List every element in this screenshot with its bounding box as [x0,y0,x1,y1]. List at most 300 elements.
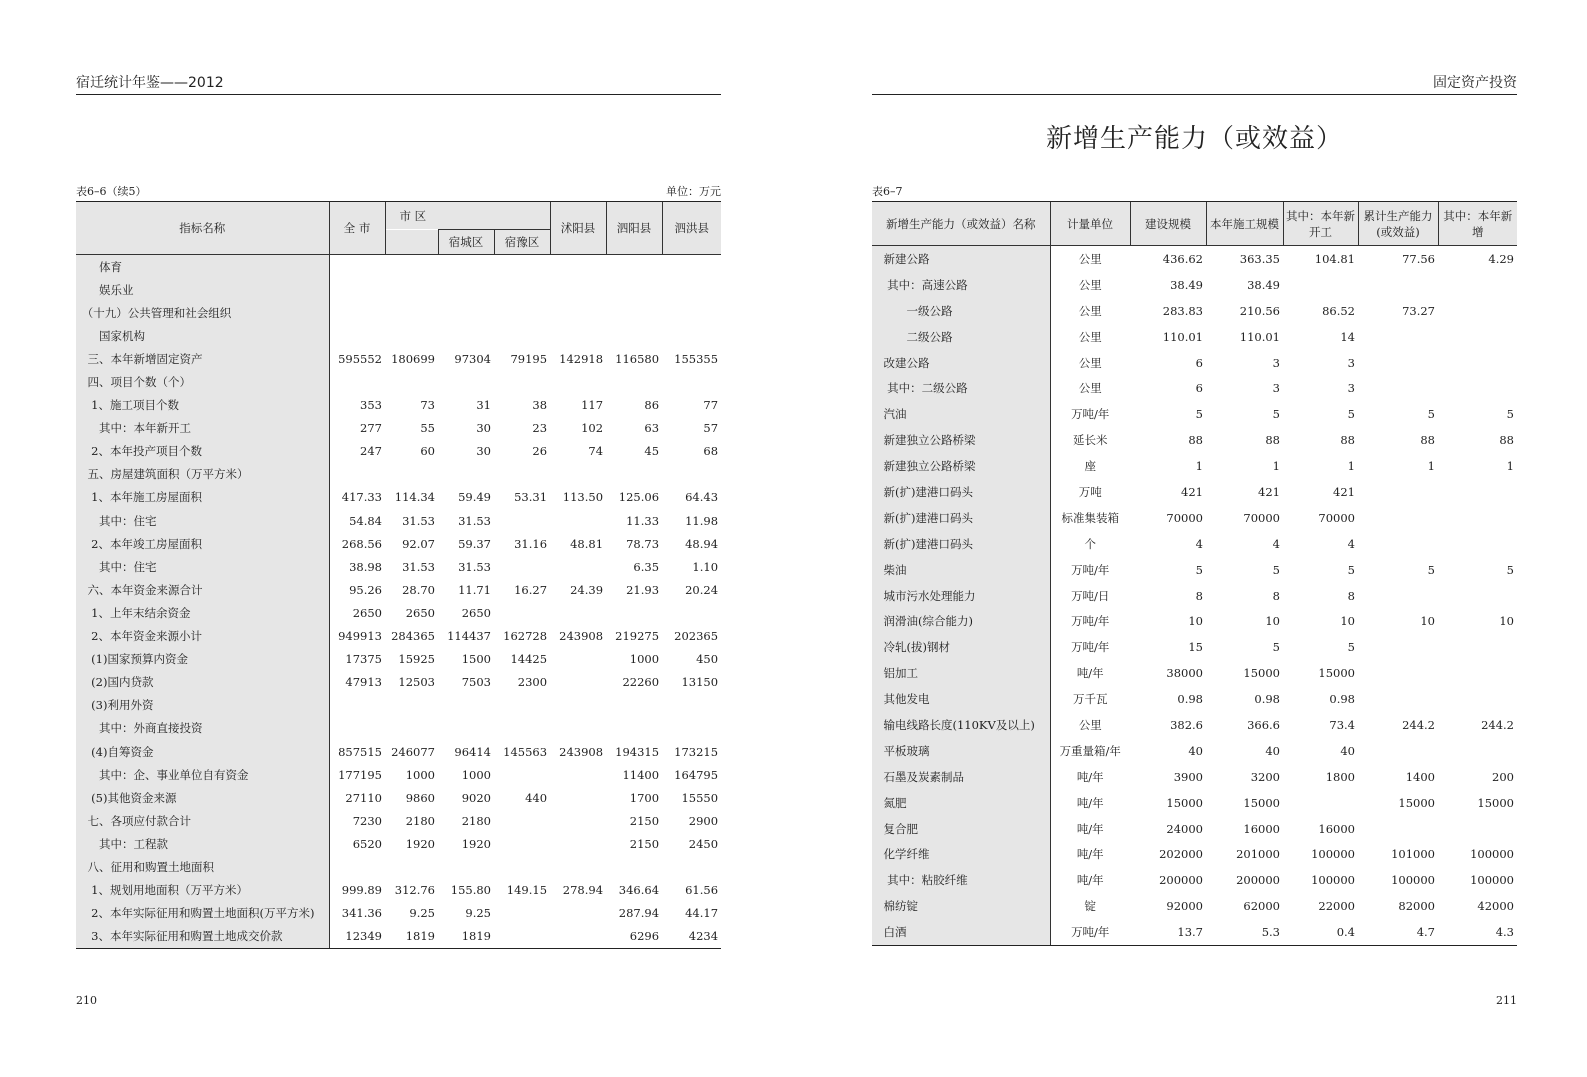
table-cell: 4.7 [1358,919,1438,945]
table-cell [550,671,606,694]
table-cell: 70000 [1318,510,1355,525]
row-label: 改建公路 [872,350,1050,376]
row-label: 其中：外商直接投资 [76,717,329,740]
column-header: 其中：本年新开工 [1283,202,1358,246]
unit-cell: 万千瓦 [1073,692,1108,707]
table-cell [385,694,438,717]
table-cell: 155.80 [450,883,491,898]
table-cell [1358,505,1438,531]
table-cell: 59.49 [458,490,491,505]
table-row [76,625,721,648]
table-cell: 10 [1340,614,1355,629]
table-cell: 30 [476,421,491,436]
table-cell: 15000 [1166,795,1203,810]
table-cell: 3 [1347,355,1355,370]
row-label: 八、征用和购置土地面积 [76,855,329,878]
table-cell [494,925,550,949]
table-cell [550,324,606,347]
table-cell: 86 [644,398,660,413]
table-row [76,717,721,740]
table-cell: 15925 [398,652,435,667]
table-cell: 1 [1272,459,1280,474]
table-cell [494,301,550,324]
table-cell: 200 [1492,769,1514,784]
table-cell [329,278,385,301]
table-cell: 5 [1506,407,1514,422]
row-label: (5)其他资金来源 [76,786,329,809]
table-cell [606,255,662,279]
table-cell: 382.6 [1170,717,1203,732]
table-cell: 5 [1427,407,1435,422]
table-cell: 68 [703,444,719,459]
table-cell: 1700 [629,790,660,805]
page-number: 210 [76,994,97,1007]
table-cell [1438,816,1517,842]
table-cell [606,717,662,740]
row-label: 石墨及炭素制品 [872,764,1050,790]
table-cell [438,463,494,486]
table-row [872,841,1517,867]
row-label: 1、施工项目个数 [76,394,329,417]
table-row [76,671,721,694]
table-cell [329,301,385,324]
table-cell: 162728 [503,629,548,644]
row-label: 1、本年施工房屋面积 [76,486,329,509]
table-row [872,764,1517,790]
column-header: 新增生产能力（或效益）名称 [872,202,1050,246]
table-cell: 31.53 [458,513,491,528]
table-cell [1438,298,1517,324]
table-cell: 3900 [1173,769,1203,784]
table-cell: 82000 [1398,899,1435,914]
table-cell: 1800 [1325,769,1355,784]
table-cell [385,324,438,347]
unit-cell: 吨/年 [1076,873,1104,888]
table-row [76,740,721,763]
table-cell: 31.53 [402,513,435,528]
row-label: (1)国家预算内资金 [76,648,329,671]
table-cell: 40 [1188,743,1203,758]
table-cell [550,255,606,279]
table-cell: 13150 [681,675,719,690]
page-title: 新增生产能力（或效益） [1045,124,1343,154]
table-cell: 5 [1272,407,1280,422]
table-row [76,509,721,532]
table-cell [385,255,438,279]
table-row [872,634,1517,660]
table-cell [662,694,721,717]
table-cell: 353 [360,398,382,413]
row-label: 其中：二级公路 [872,375,1050,401]
unit-cell: 锭 [1084,899,1096,914]
table-cell [550,601,606,624]
table-cell: 1000 [629,652,660,667]
table-cell: 5 [1272,562,1280,577]
table-row [76,301,721,324]
table-cell: 11.33 [626,513,660,528]
table-cell: 1.10 [692,559,719,574]
table-row [872,505,1517,531]
table-cell [329,717,385,740]
table-cell: 70000 [1166,510,1203,525]
unit-cell: 延长米 [1073,433,1108,448]
table-cell [329,855,385,878]
running-head [76,74,721,95]
table-cell: 194315 [615,744,660,759]
investment-table [76,201,721,949]
table-cell: 96414 [454,744,491,759]
table-cell [329,370,385,393]
table-cell: 95.26 [349,582,382,597]
table-cell: 88 [1499,433,1514,448]
table-cell: 9.25 [409,906,435,921]
table-cell [494,555,550,578]
table-cell: 421 [1333,484,1355,499]
row-label: (4)自筹资金 [76,740,329,763]
right-page [872,0,1517,1077]
row-label: 复合肥 [872,816,1050,842]
row-label: 白酒 [872,919,1050,945]
row-label: 其中：本年新开工 [76,417,329,440]
table-cell: 15 [1188,640,1203,655]
table-cell: 110.01 [1239,329,1280,344]
table-cell: 92.07 [402,536,435,551]
table-cell [329,255,385,279]
table-row [76,532,721,555]
table-cell [662,717,721,740]
table-cell [662,370,721,393]
table-cell: 4.29 [1488,251,1514,266]
table-cell: 26 [532,444,548,459]
table-cell: 421 [1181,484,1203,499]
table-row [76,832,721,855]
table-cell [494,255,550,279]
table-cell [438,694,494,717]
table-cell: 16000 [1243,821,1280,836]
table-cell [550,694,606,717]
table-cell: 6296 [606,925,662,949]
table-caption [76,183,721,199]
table-cell: 116580 [615,351,660,366]
table-cell: 15000 [1243,795,1280,810]
table-cell: 23 [532,421,548,436]
table-cell [606,855,662,878]
table-cell [1438,505,1517,531]
table-cell: 79195 [510,351,548,366]
table-cell: 180699 [391,351,435,366]
table-cell: 283.83 [1162,303,1203,318]
table-cell: 6 [1195,381,1203,396]
table-cell: 4234 [662,925,721,949]
table-cell: 1819 [385,925,438,949]
table-cell: 201000 [1236,847,1280,862]
table-cell: 4.3 [1438,919,1517,945]
table-cell [1438,686,1517,712]
table-cell: 100000 [1470,847,1514,862]
unit-cell: 万吨/年 [1050,919,1130,945]
row-label: 润滑油(综合能力) [872,608,1050,634]
table-cell: 45 [644,444,660,459]
table-cell [385,370,438,393]
table-cell [550,278,606,301]
table-cell: 9860 [405,790,435,805]
unit-cell: 公里 [1078,717,1102,732]
table-cell: 64.43 [685,490,719,505]
table-cell: 100000 [1311,847,1355,862]
table-cell: 48.81 [570,536,604,551]
row-label: 体育 [76,255,329,279]
table-cell: 21.93 [626,582,660,597]
table-cell [1358,375,1438,401]
table-cell: 177195 [338,767,382,782]
row-label: 新建独立公路桥梁 [872,453,1050,479]
row-label: 平板玻璃 [872,738,1050,764]
table-cell: 17375 [345,652,382,667]
table-row [76,394,721,417]
table-cell: 31 [476,398,491,413]
table-cell [1438,375,1517,401]
table-cell: 55 [420,421,435,436]
table-cell: 5 [1347,407,1355,422]
table-cell [1438,634,1517,660]
table-cell: 15000 [1243,666,1280,681]
table-row [76,417,721,440]
header-siyang: 泗阳县 [606,202,662,255]
table-cell [438,717,494,740]
table-cell [329,324,385,347]
table-cell: 2450 [688,836,719,851]
table-cell [606,694,662,717]
table-row [76,694,721,717]
table-row [872,298,1517,324]
table-row [872,816,1517,842]
table-cell [1438,531,1517,557]
table-row [76,463,721,486]
header-shuyang: 沭阳县 [550,202,606,255]
unit-label: 单位：万元 [666,185,721,198]
column-header: 累计生产能力(或效益) [1358,202,1438,246]
table-cell [438,370,494,393]
unit-cell: 万吨/年 [1071,562,1110,577]
table-cell [494,832,550,855]
unit-cell: 吨/年 [1076,821,1104,836]
table-cell: 164795 [674,767,719,782]
table-row [872,608,1517,634]
unit-cell: 吨/年 [1076,795,1104,810]
row-label: 城市污水处理能力 [872,583,1050,609]
table-cell [1438,350,1517,376]
table-cell: 3 [1272,355,1280,370]
table-row [76,601,721,624]
column-header: 计量单位 [1050,202,1130,246]
table-cell [1358,324,1438,350]
table-row [872,401,1517,427]
table-cell: 149.15 [506,883,548,898]
header-urban: 市 区 [385,202,550,230]
table-cell: 10 [1499,614,1514,629]
table-cell [1358,686,1438,712]
table-cell: 54.84 [349,513,382,528]
table-cell: 4 [1272,536,1280,551]
table-cell [385,855,438,878]
row-label: 2、本年投产项目个数 [76,440,329,463]
table-cell: 243908 [559,629,604,644]
table-cell: 2900 [688,813,719,828]
table-cell: 421 [1258,484,1280,499]
unit-cell: 万吨/日 [1071,588,1110,603]
table-cell [606,301,662,324]
table-cell: 40 [1340,743,1355,758]
table-row [872,531,1517,557]
table-cell: 100000 [1470,873,1514,888]
table-cell: 12503 [398,675,435,690]
table-row [76,879,721,902]
row-label: 娱乐业 [76,278,329,301]
table-cell [550,809,606,832]
table-cell: 100000 [1391,873,1435,888]
table-cell [438,255,494,279]
table-cell [606,601,662,624]
header-indicator: 指标名称 [76,202,329,255]
row-label: 3、本年实际征用和购置土地成交价款 [76,925,329,949]
table-cell: 31.53 [402,559,435,574]
table-cell [662,601,721,624]
column-header: 其中：本年新增 [1438,202,1517,246]
table-cell: 113.50 [562,490,604,505]
table-cell: 2300 [517,675,548,690]
table-cell: 88 [1420,433,1435,448]
unit-cell: 吨/年 [1076,666,1104,681]
table-cell: 3 [1272,381,1280,396]
table-cell [494,601,550,624]
table-cell: 15000 [1398,795,1435,810]
table-caption [872,183,1517,199]
table-cell: 2180 [461,813,491,828]
table-cell [385,301,438,324]
row-label: 其中：住宅 [76,509,329,532]
table-cell: 200000 [1236,873,1280,888]
table-cell: 200000 [1159,873,1203,888]
table-cell [662,324,721,347]
table-cell: 999.89 [341,883,382,898]
table-row [76,440,721,463]
row-label: 其中：住宅 [76,555,329,578]
table-cell: 27110 [345,790,382,805]
table-cell [550,855,606,878]
table-cell: 101000 [1391,847,1435,862]
table-cell: 77.56 [1402,251,1435,266]
table-cell: 1920 [405,836,435,851]
table-cell: 114437 [447,629,491,644]
row-label: 2、本年竣工房屋面积 [76,532,329,555]
table-cell: 20.24 [685,582,719,597]
row-label: 一级公路 [872,298,1050,324]
column-header: 本年施工规模 [1206,202,1283,246]
table-cell: 4 [1195,536,1203,551]
table-cell [494,509,550,532]
table-cell: 9.25 [465,906,491,921]
table-cell: 86.52 [1322,303,1355,318]
table-cell: 38000 [1166,666,1203,681]
table-cell: 5 [1506,562,1514,577]
row-label: (3)利用外资 [76,694,329,717]
table-cell [550,370,606,393]
table-row [76,578,721,601]
table-cell: 38.49 [1170,277,1203,292]
table-cell: 15000 [1318,666,1355,681]
table-cell: 284365 [391,629,435,644]
table-row [76,555,721,578]
running-head [872,74,1517,95]
table-cell [329,463,385,486]
table-cell: 9020 [461,790,491,805]
table-cell [1358,738,1438,764]
row-label: 四、项目个数（个） [76,370,329,393]
table-row [872,919,1517,945]
table-cell: 3200 [1250,769,1280,784]
table-cell: 244.2 [1481,717,1514,732]
table-cell: 155355 [674,351,719,366]
table-row [872,246,1517,272]
table-cell: 0.98 [1254,692,1280,707]
table-cell: 61.56 [685,883,719,898]
table-cell [1438,272,1517,298]
table-cell: 202000 [1159,847,1203,862]
row-label: 冷轧(拔)钢材 [872,634,1050,660]
table-cell: 5 [1347,562,1355,577]
table-cell [494,694,550,717]
row-label: 六、本年资金来源合计 [76,578,329,601]
table-cell: 1000 [405,767,435,782]
table-row [76,370,721,393]
table-cell: 312.76 [394,883,435,898]
table-cell: 145563 [503,744,548,759]
table-cell: 10 [1265,614,1280,629]
table-cell: 278.94 [562,883,604,898]
table-cell: 78.73 [626,536,660,551]
table-cell: 5 [1272,640,1280,655]
table-cell [1283,272,1358,298]
table-cell [1438,738,1517,764]
table-cell [494,370,550,393]
table-cell [606,370,662,393]
row-label: 新建公路 [872,246,1050,272]
unit-cell: 万重量箱/年 [1059,743,1121,758]
table-row [76,255,721,279]
table-cell: 14425 [510,652,548,667]
table-cell: 73 [420,398,435,413]
row-label: 2、本年资金来源小计 [76,625,329,648]
table-cell: 346.64 [618,883,660,898]
table-cell: 11400 [622,767,660,782]
table-cell: 173215 [674,744,719,759]
table-cell: 88 [1340,433,1355,448]
table-cell: 243908 [559,744,604,759]
table-cell: 1 [1347,459,1355,474]
row-label: 氮肥 [872,790,1050,816]
left-page [76,0,721,1077]
row-label: 其中：粘胶纤维 [872,867,1050,893]
table-cell: 202365 [674,629,719,644]
table-cell: 7503 [461,675,491,690]
table-cell: 8 [1347,588,1355,603]
table-cell: 38.49 [1247,277,1280,292]
table-row [872,453,1517,479]
table-cell: 38 [532,398,548,413]
row-label: 其中：工程款 [76,832,329,855]
table-cell [606,324,662,347]
table-cell [438,301,494,324]
